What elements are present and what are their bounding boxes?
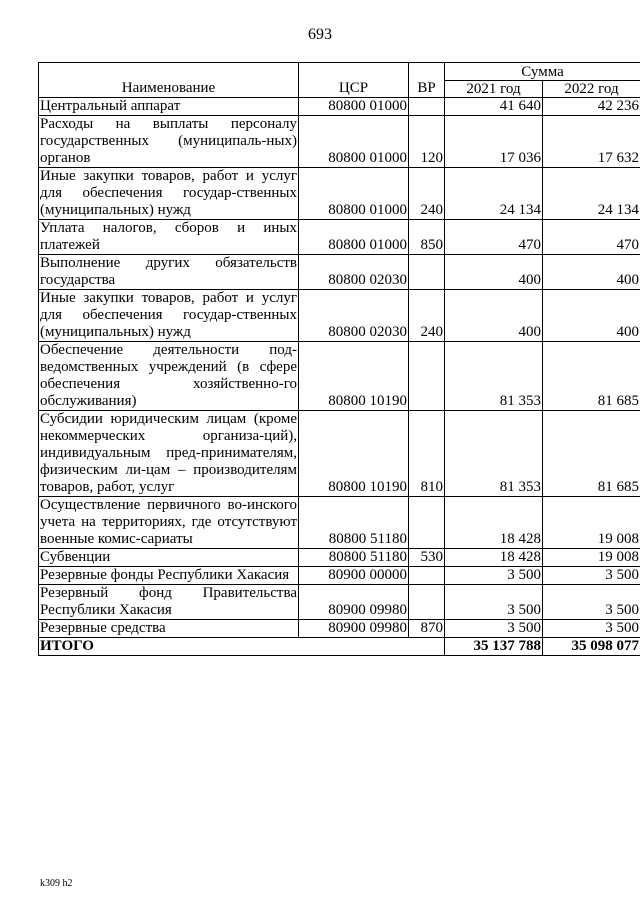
table-body: [39, 98, 640, 638]
row-vr: [409, 497, 445, 549]
row-csr: 80800 10190: [299, 411, 409, 497]
row-2022: 42 236: [543, 98, 640, 116]
table-row: [39, 116, 640, 168]
row-csr: 80800 10190: [299, 342, 409, 411]
row-csr: 80800 02030: [299, 255, 409, 290]
row-name: Центральный аппарат: [39, 98, 299, 116]
row-vr: 120: [409, 116, 445, 168]
row-2021: 41 640: [445, 98, 543, 116]
row-name: Обеспечение деятельности под-ведомственных учреждений (в сфере обеспечения хозяйственно-го обслуживания): [40, 342, 297, 409]
header-sum: Сумма: [445, 63, 640, 81]
table-row: [39, 220, 640, 255]
row-csr: 80800 01000: [299, 116, 409, 168]
row-2021: 3 500: [445, 620, 543, 638]
row-name: Выполнение других обязательств государства: [40, 255, 297, 288]
header-name: Наименование: [39, 63, 299, 98]
row-csr: 80900 09980: [299, 620, 409, 638]
table-row: [39, 98, 640, 116]
header-csr: ЦСР: [299, 63, 409, 98]
table-row: [39, 411, 640, 497]
row-2021: 3 500: [445, 585, 543, 620]
row-2021: 17 036: [445, 116, 543, 168]
row-2021: 400: [445, 255, 543, 290]
row-vr: 240: [409, 290, 445, 342]
row-vr: 530: [409, 549, 445, 567]
row-vr: 850: [409, 220, 445, 255]
row-vr: [409, 98, 445, 116]
row-csr: 80900 09980: [299, 585, 409, 620]
header-year-2021: 2021 год: [445, 80, 543, 98]
total-2022: 35 098 077: [543, 638, 640, 656]
total-row: [39, 638, 640, 656]
row-2022: 17 632: [543, 116, 640, 168]
row-vr: [409, 585, 445, 620]
row-vr: [409, 342, 445, 411]
row-vr: [409, 255, 445, 290]
row-name: Резервный фонд Правительства Республики Хакасия: [40, 585, 297, 618]
row-csr: 80800 51180: [299, 497, 409, 549]
row-2021: 24 134: [445, 168, 543, 220]
header-year-2022: 2022 год: [543, 80, 640, 98]
row-2022: 400: [543, 290, 640, 342]
row-csr: 80800 01000: [299, 98, 409, 116]
row-2021: 18 428: [445, 497, 543, 549]
row-vr: 240: [409, 168, 445, 220]
row-2021: 18 428: [445, 549, 543, 567]
row-csr: 80900 00000: [299, 567, 409, 585]
row-2022: 3 500: [543, 567, 640, 585]
row-name: Субсидии юридическим лицам (кроме некоммерческих организа-ций), индивидуальным пред-принимателям, физическим ли-цам – производителям товаров, работ, услуг: [40, 411, 297, 495]
table-row: [39, 168, 640, 220]
row-name: Осуществление первичного во-инского учета на территориях, где отсутствуют военные комис-сариаты: [40, 497, 297, 547]
table-row: [39, 549, 640, 567]
table-row: [39, 497, 640, 549]
row-2022: 81 685: [543, 342, 640, 411]
header-vr: ВР: [409, 63, 445, 98]
page-number: 693: [308, 26, 332, 43]
row-2022: 400: [543, 255, 640, 290]
row-2021: 470: [445, 220, 543, 255]
row-2022: 19 008: [543, 497, 640, 549]
table-row: [39, 255, 640, 290]
row-name: Расходы на выплаты персоналу государственных (муниципаль-ных) органов: [40, 116, 297, 166]
row-name: Иные закупки товаров, работ и услуг для обеспечения государ-ственных (муниципальных) нужд: [40, 168, 297, 218]
row-csr: 80800 51180: [299, 549, 409, 567]
row-name: Резервные фонды Республики Хакасия: [39, 567, 299, 585]
row-2022: 3 500: [543, 585, 640, 620]
row-name: Иные закупки товаров, работ и услуг для обеспечения государ-ственных (муниципальных) нужд: [40, 290, 297, 340]
row-csr: 80800 01000: [299, 168, 409, 220]
row-2022: 24 134: [543, 168, 640, 220]
row-2022: 470: [543, 220, 640, 255]
row-2022: 19 008: [543, 549, 640, 567]
row-name: Субвенции: [39, 549, 299, 567]
row-csr: 80800 02030: [299, 290, 409, 342]
table-row: [39, 290, 640, 342]
row-csr: 80800 01000: [299, 220, 409, 255]
table-row: [39, 567, 640, 585]
row-2021: 3 500: [445, 567, 543, 585]
row-2021: 81 353: [445, 342, 543, 411]
total-label: ИТОГО: [39, 638, 445, 656]
row-vr: [409, 567, 445, 585]
row-2022: 81 685: [543, 411, 640, 497]
row-name: Резервные средства: [39, 620, 299, 638]
row-name: Уплата налогов, сборов и иных платежей: [40, 220, 297, 253]
total-2021: 35 137 788: [445, 638, 543, 656]
row-2022: 3 500: [543, 620, 640, 638]
row-vr: 870: [409, 620, 445, 638]
table-row: [39, 620, 640, 638]
row-vr: 810: [409, 411, 445, 497]
row-2021: 400: [445, 290, 543, 342]
footer-code: k309 h2: [40, 878, 73, 889]
table-row: [39, 342, 640, 411]
table-row: [39, 585, 640, 620]
budget-table: [38, 62, 640, 656]
row-2021: 81 353: [445, 411, 543, 497]
